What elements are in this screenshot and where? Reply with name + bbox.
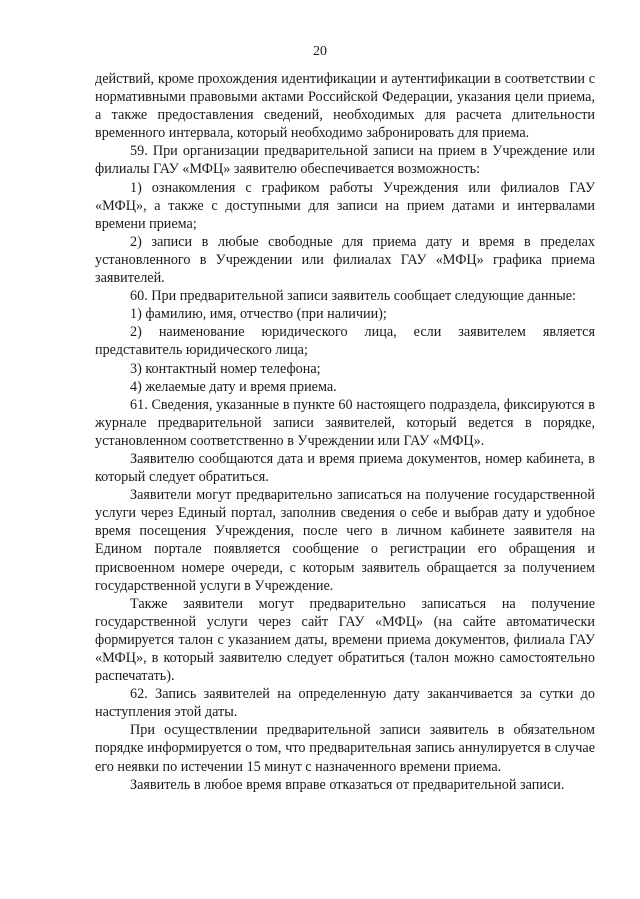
paragraph: 1) фамилию, имя, отчество (при наличии); — [130, 306, 387, 323]
paragraph: 4) желаемые дату и время приема. — [130, 378, 337, 395]
paragraph: Также заявители могут предварительно записаться на получение государственной услуги через сайт ГАУ «МФЦ» (на сайте автоматически формируется талон с указанием даты, времени приема документов, филиала ГАУ «МФЦ», в который заявителю следует обратиться (талон можно самостоятельно распечатать). — [95, 595, 595, 685]
paragraph: Заявители могут предварительно записаться на получение государственной услуги через Единый портал, заполнив сведения о себе и выбрав дату и удобное время посещения Учреждения, после чего в личном кабинете заявителя на Едином портале появляется сообщение о регистрации его обращения и присвоенном номере очереди, с которым заявитель обращается за получением государственной услуги в Учреждение. — [95, 487, 595, 594]
paragraph: При осуществлении предварительной записи заявитель в обязательном порядке информируется о том, что предварительная запись аннулируется в случае его неявки по истечении 15 минут с назначенного времени приема. — [95, 722, 595, 775]
paragraph: 60. При предварительной записи заявитель сообщает следующие данные: — [130, 288, 576, 305]
paragraph: 3) контактный номер телефона; — [130, 360, 321, 377]
paragraph: Заявитель в любое время вправе отказаться от предварительной записи. — [130, 776, 565, 793]
document-body — [95, 70, 595, 794]
page-number: 20 — [313, 44, 327, 59]
paragraph: 1) ознакомления с графиком работы Учреждения или филиалов ГАУ «МФЦ», а также с доступными для записи на прием датами и интервалами времени приема; — [95, 179, 595, 232]
paragraph: 62. Запись заявителей на определенную дату заканчивается за сутки до наступления этой даты. — [95, 686, 595, 721]
paragraph: 59. При организации предварительной записи на прием в Учреждение или филиалы ГАУ «МФЦ» заявителю обеспечивается возможность: — [95, 143, 595, 178]
paragraph: Заявителю сообщаются дата и время приема документов, номер кабинета, в который следует обратиться. — [95, 450, 595, 486]
paragraph: 2) наименование юридического лица, если заявителем является представитель юридического лица; — [95, 324, 595, 359]
paragraph: 2) записи в любые свободные для приема дату и время в пределах установленного в Учреждении или филиалах ГАУ «МФЦ» графика приема заявителей. — [95, 233, 595, 287]
paragraph: 61. Сведения, указанные в пункте 60 настоящего подраздела, фиксируются в журнале предварительной записи заявителей, который ведется в порядке, установленном соответственно в Учреждении или ГАУ «МФЦ». — [95, 396, 595, 449]
paragraph: действий, кроме прохождения идентификации и аутентификации в соответствии с нормативными правовыми актами Российской Федерации, указания цели приема, а также предоставления сведений, необходимых для расчета длительности временного интервала, который необходимо забронировать для приема. — [95, 71, 595, 142]
